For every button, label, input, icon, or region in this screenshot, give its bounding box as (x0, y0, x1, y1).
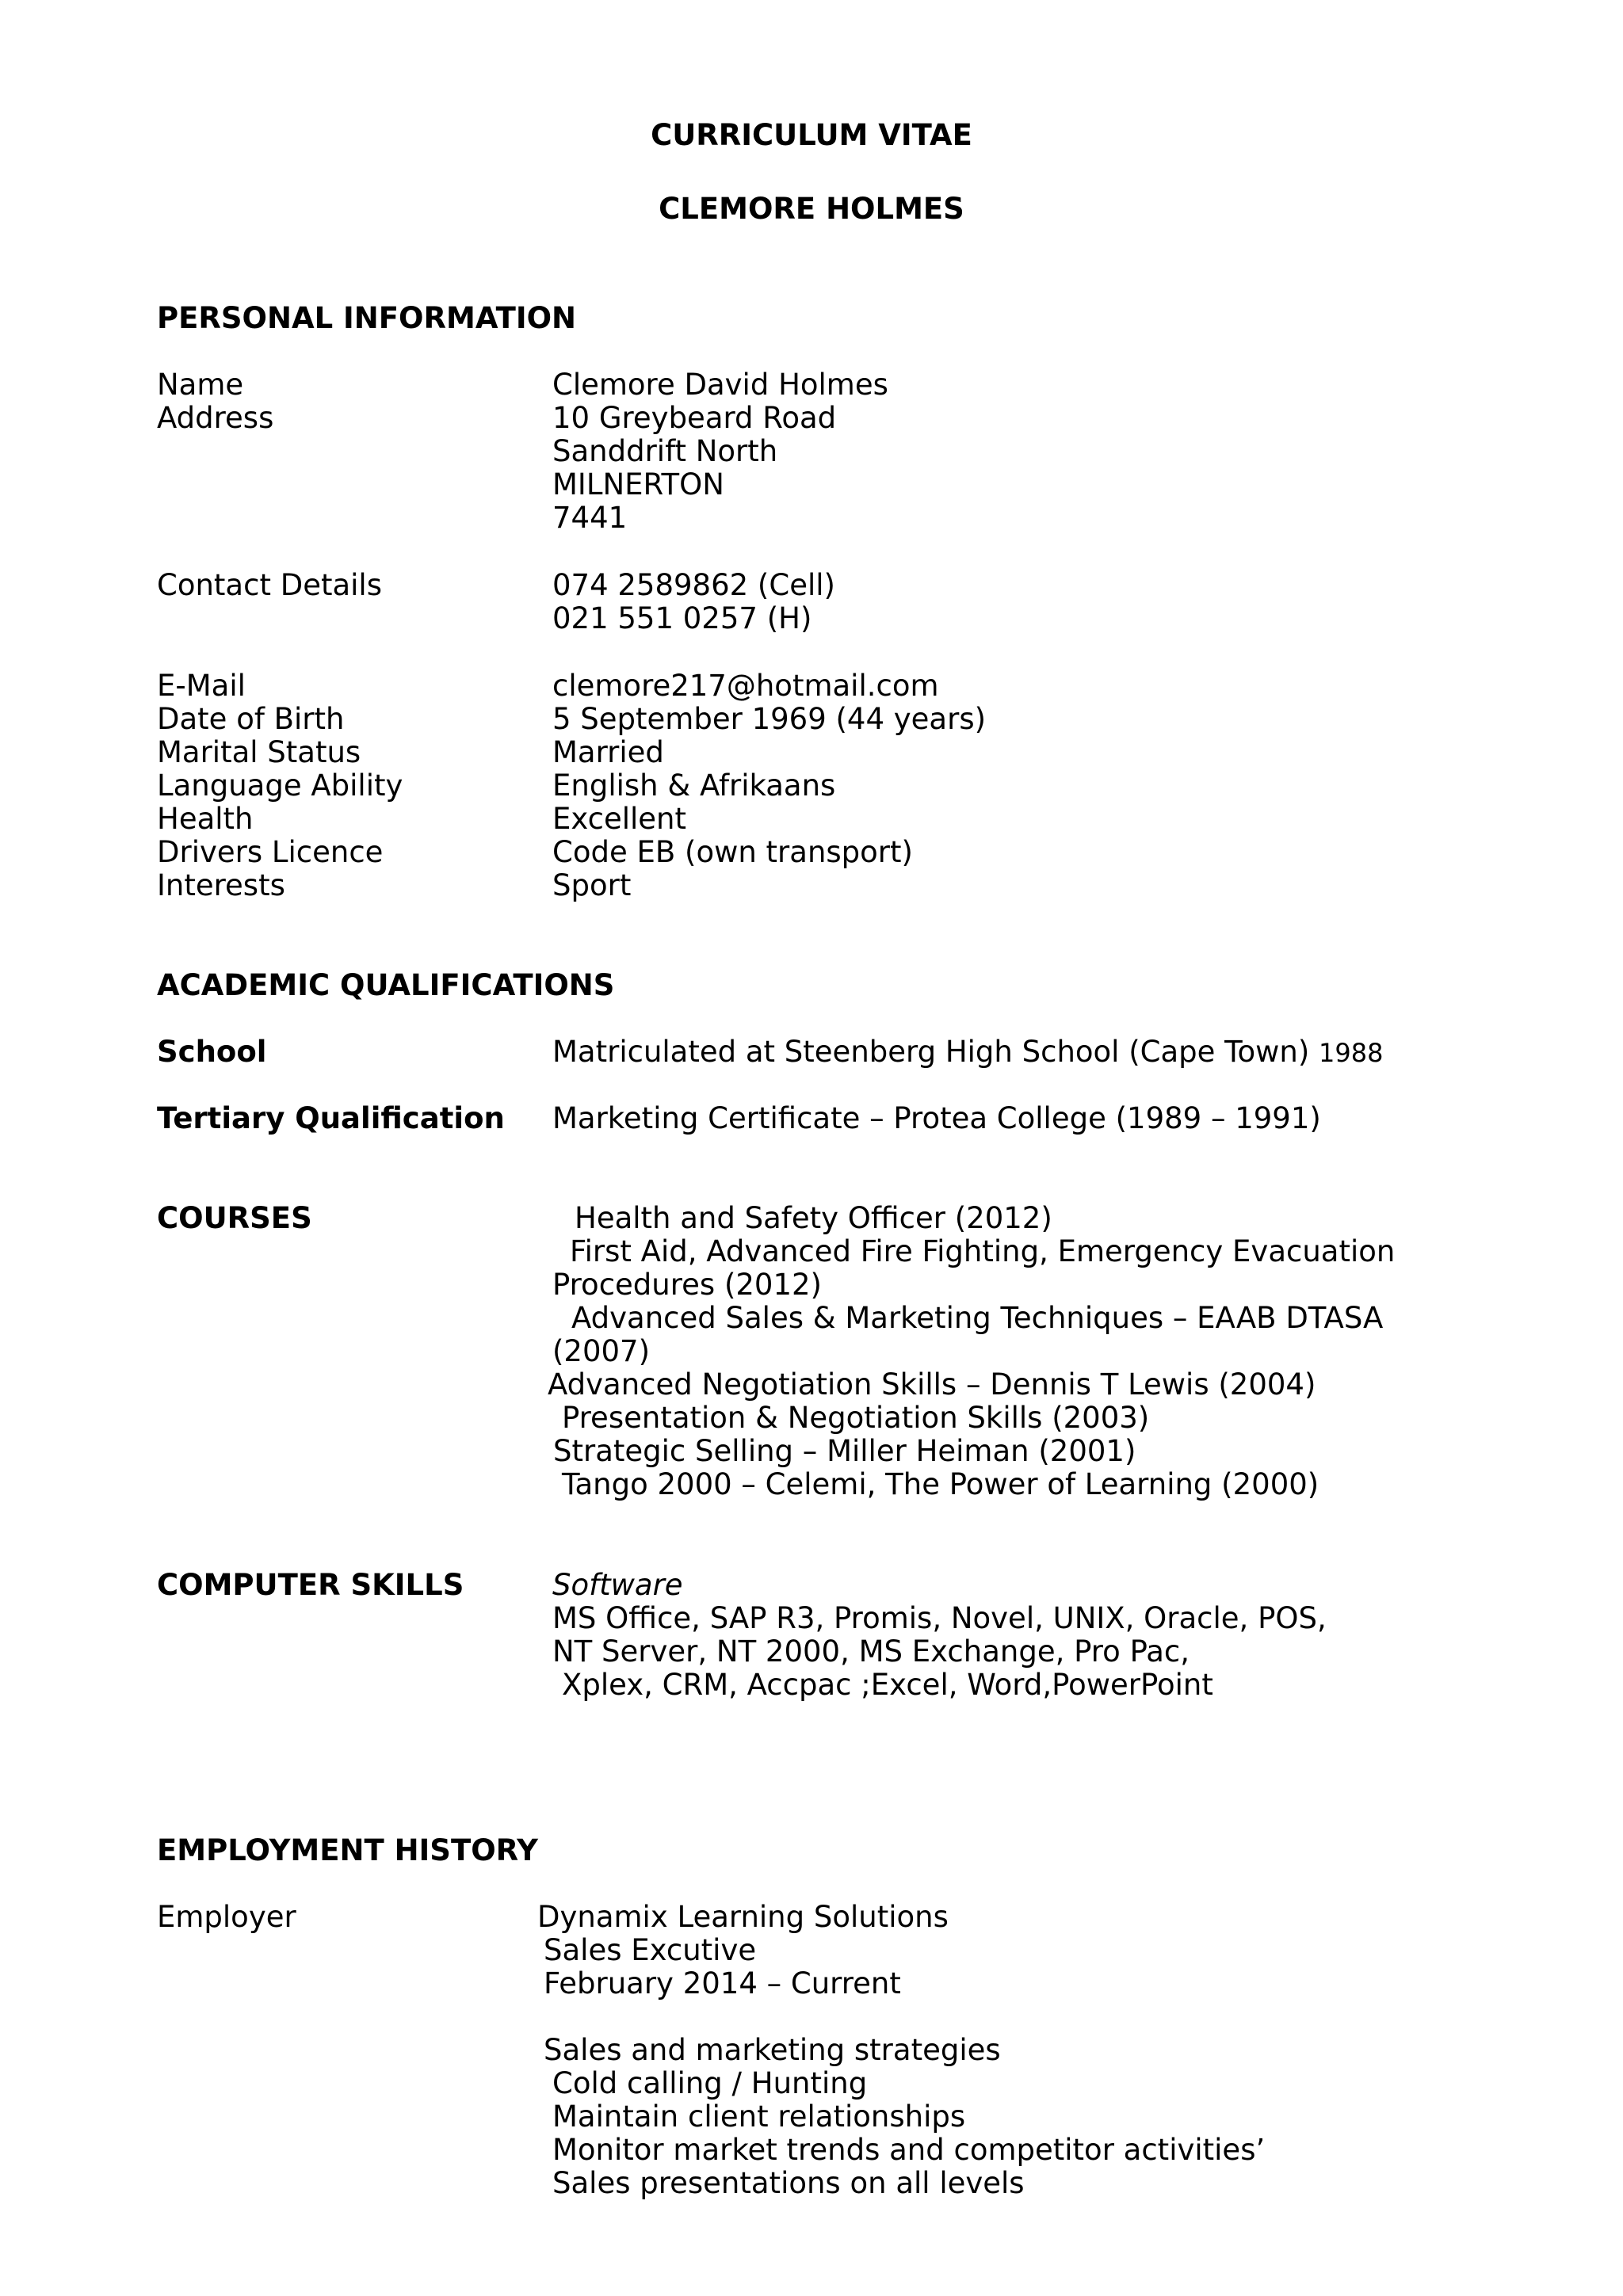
tertiary-label: Tertiary Qualification (157, 1101, 505, 1135)
dob-label: Date of Birth (157, 702, 345, 736)
software-subheading: Software (552, 1568, 683, 1602)
school-year: 1988 (1319, 1038, 1384, 1068)
section-heading-personal: PERSONAL INFORMATION (157, 301, 577, 335)
licence-value: Code EB (own transport) (552, 835, 913, 869)
job-period: February 2014 – Current (544, 1966, 901, 2000)
interests-label: Interests (157, 868, 285, 902)
address-label: Address (157, 401, 274, 435)
software-line: Xplex, CRM, Accpac ;Excel, Word,PowerPoint (562, 1668, 1213, 1702)
address-line: 7441 (552, 501, 628, 535)
address-line: 10 Greybeard Road (552, 401, 837, 435)
section-heading-computer: COMPUTER SKILLS (157, 1568, 464, 1602)
course-item: Tango 2000 – Celemi, The Power of Learning (2000) (562, 1467, 1319, 1501)
section-heading-employment: EMPLOYMENT HISTORY (157, 1833, 538, 1867)
language-label: Language Ability (157, 769, 403, 803)
school-text: Matriculated at Steenberg High School (Cape Town) (552, 1035, 1310, 1069)
duty-item: Cold calling / Hunting (552, 2066, 868, 2100)
software-line: MS Office, SAP R3, Promis, Novel, UNIX, Oracle, POS, (552, 1601, 1327, 1635)
name-label: Name (157, 368, 244, 402)
licence-label: Drivers Licence (157, 835, 384, 869)
tertiary-value: Marketing Certificate – Protea College (1989 – 1991) (552, 1101, 1321, 1135)
employer-name: Dynamix Learning Solutions (537, 1900, 949, 1934)
contact-line: 074 2589862 (Cell) (552, 568, 835, 602)
duty-item: Maintain client relationships (552, 2100, 966, 2134)
email-value: clemore217@hotmail.com (552, 669, 939, 703)
person-heading: CLEMORE HOLMES (659, 192, 964, 226)
course-item: Presentation & Negotiation Skills (2003) (562, 1401, 1150, 1435)
school-value (552, 1035, 1383, 1070)
software-line: NT Server, NT 2000, MS Exchange, Pro Pac, (552, 1634, 1190, 1669)
address-line: MILNERTON (552, 467, 724, 502)
contact-line: 021 551 0257 (H) (552, 601, 812, 635)
job-title: Sales Excutive (544, 1933, 757, 1967)
course-item: (2007) (552, 1334, 651, 1368)
health-value: Excellent (552, 802, 687, 836)
marital-status-label: Marital Status (157, 735, 361, 769)
marital-status-value: Married (552, 735, 664, 769)
duty-item: Monitor market trends and competitor activities’ (552, 2133, 1266, 2167)
course-item: First Aid, Advanced Fire Fighting, Emergency Evacuation (570, 1234, 1396, 1268)
dob-value: 5 September 1969 (44 years) (552, 702, 987, 736)
health-label: Health (157, 802, 254, 836)
language-value: English & Afrikaans (552, 769, 836, 803)
course-item: Procedures (2012) (552, 1268, 822, 1302)
employer-label: Employer (157, 1900, 296, 1934)
contact-label: Contact Details (157, 568, 382, 602)
name-value: Clemore David Holmes (552, 368, 888, 402)
course-item: Strategic Selling – Miller Heiman (2001) (553, 1434, 1136, 1468)
duty-item: Sales and marketing strategies (544, 2033, 1001, 2067)
course-item: Advanced Negotiation Skills – Dennis T Lewis (2004) (548, 1367, 1316, 1402)
course-item: Health and Safety Officer (2012) (575, 1201, 1052, 1235)
school-label: School (157, 1035, 267, 1069)
course-item: Advanced Sales & Marketing Techniques – EAAB DTASA (571, 1301, 1384, 1335)
address-line: Sanddrift North (552, 434, 778, 468)
interests-value: Sport (552, 868, 632, 902)
section-heading-courses: COURSES (157, 1201, 312, 1235)
section-heading-academic: ACADEMIC QUALIFICATIONS (157, 968, 615, 1002)
email-label: E-Mail (157, 669, 246, 703)
duty-item: Sales presentations on all levels (552, 2166, 1025, 2200)
document-title: CURRICULUM VITAE (651, 118, 972, 152)
